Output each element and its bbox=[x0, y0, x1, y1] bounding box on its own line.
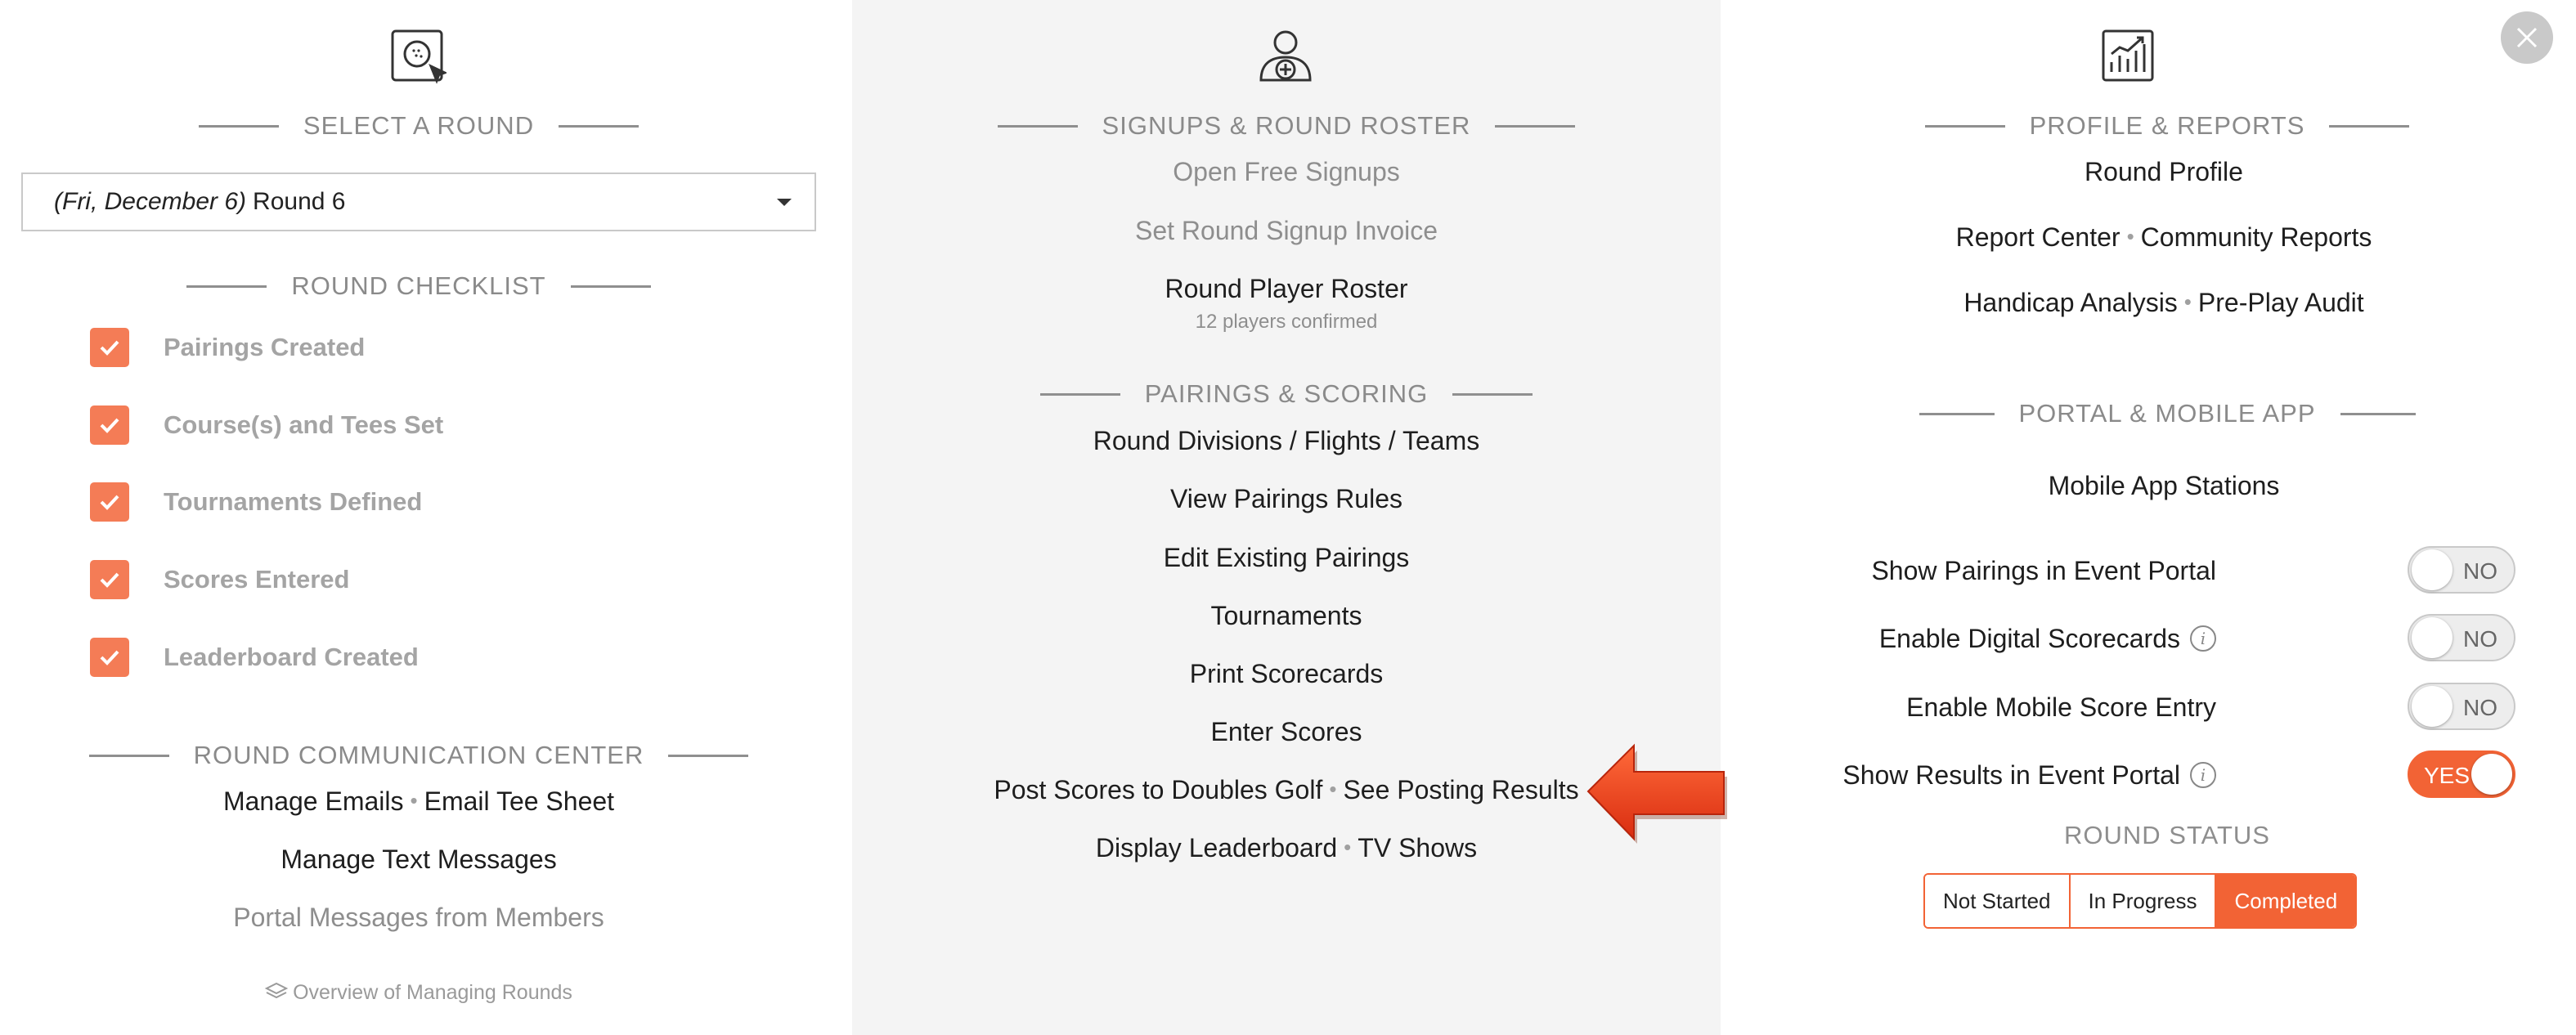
round-name: Round 6 bbox=[253, 188, 346, 215]
status-in-progress[interactable]: In Progress bbox=[2071, 875, 2217, 927]
chart-icon bbox=[2098, 26, 2157, 85]
print-scorecards-link[interactable]: Print Scorecards bbox=[1189, 659, 1384, 688]
pairings-heading: PAIRINGS & SCORING bbox=[852, 378, 1721, 410]
checklist-item: Scores Entered bbox=[90, 560, 349, 599]
player-roster-link[interactable]: Round Player Roster bbox=[1165, 274, 1408, 303]
overview-link[interactable]: Overview of Managing Rounds bbox=[0, 981, 837, 1005]
pairings-rules-link[interactable]: View Pairings Rules bbox=[1170, 484, 1402, 513]
toggle-label: Show Results in Event Portal i bbox=[1842, 760, 2216, 791]
post-scores-link[interactable]: Post Scores to Doubles Golf bbox=[994, 775, 1323, 804]
roster-count: 12 players confirmed bbox=[1195, 311, 1378, 333]
check-icon bbox=[90, 638, 129, 677]
handicap-analysis-link[interactable]: Handicap Analysis bbox=[1963, 288, 2178, 317]
see-posting-results-link[interactable]: See Posting Results bbox=[1343, 775, 1579, 804]
close-icon bbox=[2515, 25, 2539, 50]
check-icon bbox=[90, 405, 129, 445]
check-icon bbox=[90, 560, 129, 599]
select-round-heading: SELECT A ROUND bbox=[0, 110, 837, 142]
manage-emails-link[interactable]: Manage Emails bbox=[222, 786, 404, 816]
round-profile-link[interactable]: Round Profile bbox=[2085, 157, 2243, 186]
toggle-row-results bbox=[1721, 750, 2576, 800]
checklist-item: Tournaments Defined bbox=[90, 482, 422, 522]
status-completed[interactable]: Completed bbox=[2216, 875, 2355, 927]
mobile-score-entry-toggle[interactable]: NO bbox=[2408, 683, 2515, 730]
digital-scorecards-toggle[interactable]: NO bbox=[2408, 614, 2515, 661]
pre-play-audit-link[interactable]: Pre-Play Audit bbox=[2197, 288, 2364, 317]
toggle-label: Enable Digital Scorecards i bbox=[1879, 624, 2216, 654]
reports-row: Report Center • Community Reports bbox=[1955, 222, 2372, 252]
show-pairings-toggle[interactable]: NO bbox=[2408, 546, 2515, 594]
round-date: (Fri, December 6) bbox=[54, 188, 247, 215]
toggle-label: Show Pairings in Event Portal bbox=[1871, 556, 2216, 585]
info-icon[interactable]: i bbox=[2190, 762, 2216, 788]
report-center-link[interactable]: Report Center bbox=[1955, 222, 2120, 252]
layers-icon bbox=[265, 980, 288, 1003]
mobile-stations-link[interactable]: Mobile App Stations bbox=[2048, 471, 2280, 500]
check-icon bbox=[90, 328, 129, 367]
toggle-row-pairings bbox=[1721, 546, 2576, 595]
divisions-link[interactable]: Round Divisions / Flights / Teams bbox=[1093, 426, 1480, 455]
tournaments-link[interactable]: Tournaments bbox=[1210, 601, 1362, 630]
set-invoice-link[interactable]: Set Round Signup Invoice bbox=[1134, 216, 1438, 245]
manage-text-link[interactable]: Manage Text Messages bbox=[280, 845, 557, 874]
signups-heading: SIGNUPS & ROUND ROSTER bbox=[852, 110, 1721, 142]
handicap-row: Handicap Analysis • Pre-Play Audit bbox=[1963, 288, 2364, 317]
profile-heading: PROFILE & REPORTS bbox=[1721, 110, 2576, 142]
portal-heading: PORTAL & MOBILE APP bbox=[1721, 397, 2576, 430]
info-icon[interactable]: i bbox=[2190, 625, 2216, 652]
toggle-row-mobile-entry bbox=[1721, 683, 2576, 732]
round-column bbox=[0, 0, 852, 1035]
email-tee-sheet-link[interactable]: Email Tee Sheet bbox=[424, 786, 615, 816]
emails-row: Manage Emails • Email Tee Sheet bbox=[222, 786, 615, 816]
profile-portal-column bbox=[1721, 0, 2576, 1035]
check-icon bbox=[90, 482, 129, 522]
tv-shows-link[interactable]: TV Shows bbox=[1358, 833, 1478, 862]
round-select[interactable] bbox=[21, 172, 816, 231]
community-reports-link[interactable]: Community Reports bbox=[2140, 222, 2372, 252]
open-free-signups-link[interactable]: Open Free Signups bbox=[1173, 157, 1400, 186]
display-leaderboard-link[interactable]: Display Leaderboard bbox=[1095, 833, 1338, 862]
checklist-item: Course(s) and Tees Set bbox=[90, 405, 443, 445]
golf-ball-search-icon bbox=[388, 26, 447, 85]
leaderboard-row: Display Leaderboard • TV Shows bbox=[1095, 833, 1478, 862]
checklist-item: Pairings Created bbox=[90, 328, 365, 367]
communication-heading: ROUND COMMUNICATION CENTER bbox=[0, 739, 837, 772]
round-status-heading: ROUND STATUS bbox=[2064, 821, 2270, 849]
add-user-icon bbox=[1256, 26, 1315, 85]
red-arrow-icon bbox=[1583, 739, 1730, 849]
close-button[interactable] bbox=[2501, 11, 2553, 64]
checklist-item: Leaderboard Created bbox=[90, 638, 419, 677]
edit-pairings-link[interactable]: Edit Existing Pairings bbox=[1163, 543, 1410, 572]
enter-scores-link[interactable]: Enter Scores bbox=[1210, 717, 1362, 746]
round-checklist-heading: ROUND CHECKLIST bbox=[0, 270, 837, 302]
show-results-toggle[interactable]: YES bbox=[2408, 750, 2515, 798]
toggle-row-scorecards bbox=[1721, 614, 2576, 663]
portal-messages-link[interactable]: Portal Messages from Members bbox=[233, 903, 604, 932]
round-status-selector bbox=[1923, 873, 2357, 929]
status-not-started[interactable]: Not Started bbox=[1925, 875, 2071, 927]
signups-pairings-column bbox=[852, 0, 1721, 1035]
post-scores-row: Post Scores to Doubles Golf • See Posting Results bbox=[994, 775, 1579, 804]
toggle-label: Enable Mobile Score Entry bbox=[1906, 692, 2216, 722]
chevron-down-icon bbox=[777, 199, 792, 206]
